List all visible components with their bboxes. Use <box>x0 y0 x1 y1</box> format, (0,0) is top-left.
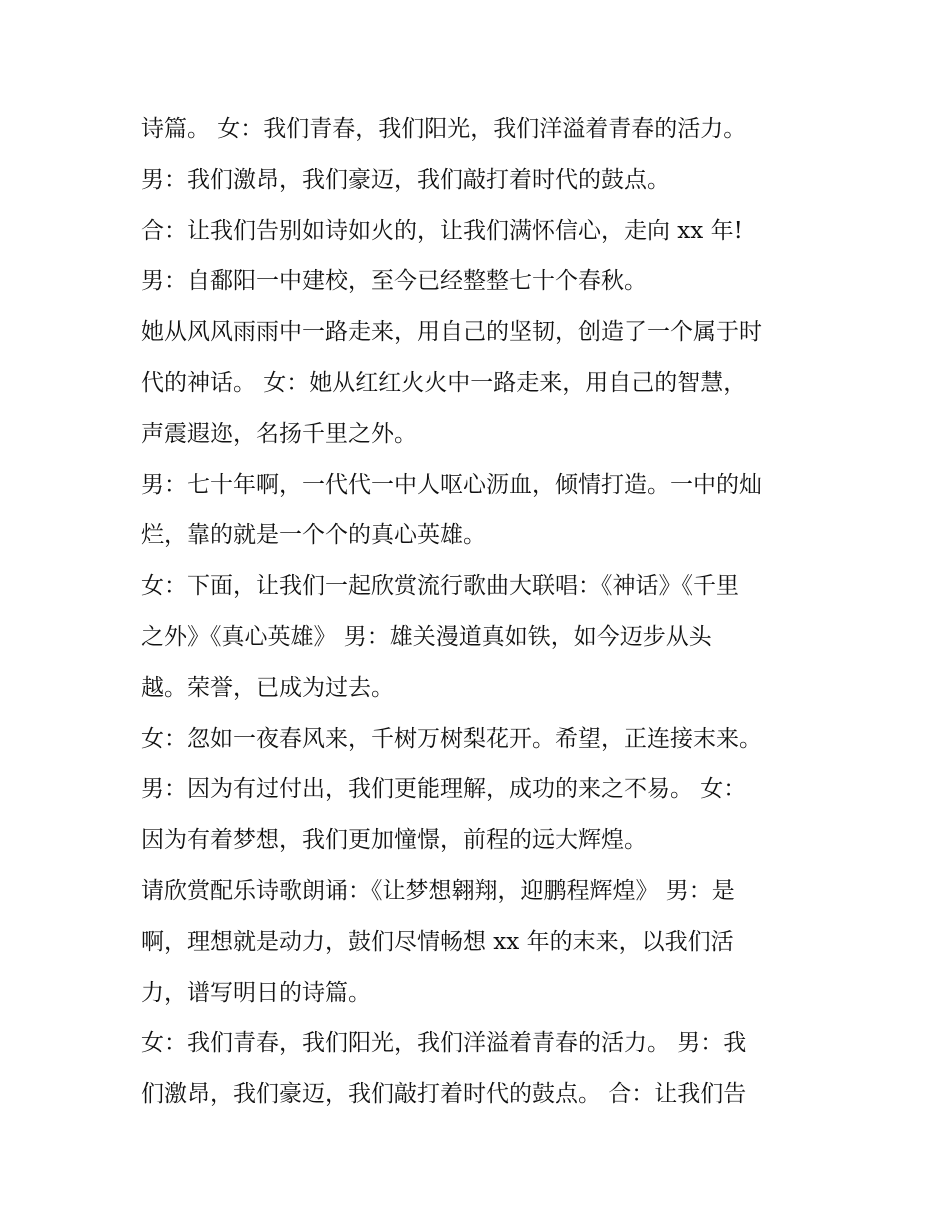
text-line: 男：自鄱阳一中建校，至今已经整整七十个春秋。 <box>141 268 647 295</box>
text-line: 啊，理想就是动力，鼓们尽情畅想 xx 年的末来，以我们活 <box>141 928 734 955</box>
document-body <box>141 104 821 1120</box>
text-line: 女：我们青春，我们阳光，我们洋溢着青春的活力。 男：我 <box>141 1030 747 1057</box>
text-line: 女：忽如一夜春风来，千树万树梨花开。希望，正连接末来。 <box>141 725 762 752</box>
text-line: 请欣赏配乐诗歌朗诵：《让梦想翱翔，迎鹏程辉煌》 男：是 <box>141 877 735 904</box>
text-line: 男：我们激昂，我们豪迈，我们敲打着时代的鼓点。 <box>141 166 670 193</box>
text-line: 代的神话。 女：她从红红火火中一路走来，用自己的智慧， <box>141 369 747 396</box>
text-line: 力，谱写明日的诗篇。 <box>141 979 371 1006</box>
text-line: 女：下面，让我们一起欣赏流行歌曲大联唱：《神话》《千里 <box>141 573 739 600</box>
text-line: 因为有着梦想，我们更加憧憬，前程的远大辉煌。 <box>141 827 647 854</box>
text-line: 她从风风雨雨中一路走来，用自己的坚韧，创造了一个属于时 <box>141 319 762 346</box>
text-line: 男：因为有过付出，我们更能理解，成功的来之不易。 女： <box>141 776 747 803</box>
text-line: 烂，靠的就是一个个的真心英雄。 <box>141 522 486 549</box>
text-line: 越。荣誉，已成为过去。 <box>141 674 394 701</box>
text-line: 诗篇。 女：我们青春，我们阳光，我们洋溢着青春的活力。 <box>141 116 747 142</box>
text-line: 合：让我们告别如诗如火的，让我们满怀信心，走向 xx 年! <box>141 217 743 244</box>
text-line: 们激昂，我们豪迈，我们敲打着时代的鼓点。 合：让我们告 <box>141 1081 747 1108</box>
text-line: 之外》《真心英雄》 男：雄关漫道真如铁，如今迈步从头 <box>141 623 712 650</box>
text-line: 男：七十年啊，一代代一中人呕心沥血，倾情打造。一中的灿 <box>141 471 762 498</box>
text-line: 声震遐迩，名扬千里之外。 <box>141 420 417 447</box>
